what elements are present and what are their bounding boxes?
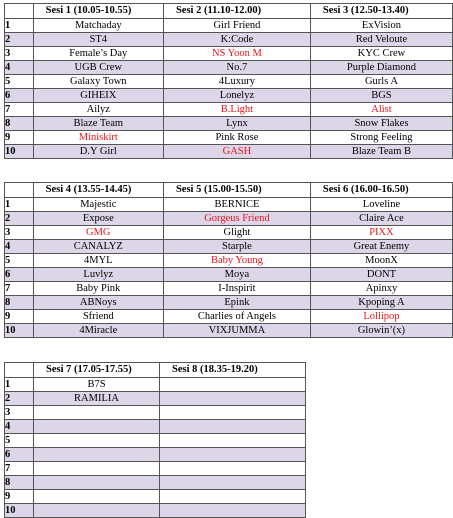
row-number: 8 [5, 476, 34, 490]
row-number: 2 [5, 33, 34, 47]
table-row [5, 434, 306, 448]
row-number: 3 [5, 406, 34, 420]
schedule-table-3 [4, 362, 306, 518]
row-number: 4 [5, 61, 34, 75]
table-row [5, 406, 306, 420]
row-number: 9 [5, 310, 34, 324]
group-name-cell: Alist [310, 103, 452, 117]
group-name-cell: Blaze Team B [310, 145, 452, 159]
row-number: 2 [5, 212, 34, 226]
table-row [5, 226, 453, 240]
group-name-cell: VIXJUMMA [163, 324, 310, 338]
group-name-cell: Great Enemy [310, 240, 452, 254]
table-row [5, 89, 453, 103]
group-name-cell: Claire Ace [310, 212, 452, 226]
group-name-cell: D.Y Girl [33, 145, 163, 159]
table-row [5, 448, 306, 462]
row-number: 1 [5, 198, 34, 212]
group-name-cell: Galaxy Town [33, 75, 163, 89]
row-number: 6 [5, 448, 34, 462]
session-header [34, 363, 160, 378]
table-row [5, 75, 453, 89]
row-number: 6 [5, 89, 34, 103]
group-name-cell: Strong Feeling [310, 131, 452, 145]
table-row [5, 490, 306, 504]
group-name-cell: ST4 [33, 33, 163, 47]
group-name-cell: Baby Young [163, 254, 310, 268]
session-header [163, 183, 310, 198]
group-name-cell: Epink [163, 296, 310, 310]
row-number: 3 [5, 47, 34, 61]
row-number: 7 [5, 282, 34, 296]
session-header-label: Sesi 2 (11.10-12.00) [175, 5, 262, 16]
group-name-cell: BERNICE [163, 198, 310, 212]
session-header-label: Sesi 1 (10.05-10.55) [45, 5, 132, 16]
group-name-cell: PIXX [310, 226, 452, 240]
group-name-cell: Purple Diamond [310, 61, 452, 75]
group-name-cell: Snow Flakes [310, 117, 452, 131]
group-name-cell: No.7 [163, 61, 310, 75]
row-number: 5 [5, 434, 34, 448]
table-row [5, 378, 306, 392]
group-name-cell: Majestic [33, 198, 163, 212]
table-row [5, 131, 453, 145]
table-row [5, 310, 453, 324]
table-row [5, 392, 306, 406]
schedule-table-1 [4, 3, 453, 159]
table-row [5, 47, 453, 61]
group-name-cell: Luvlyz [33, 268, 163, 282]
session-header [310, 4, 452, 19]
group-name-cell: Female’s Day [33, 47, 163, 61]
group-name-cell [34, 504, 160, 518]
corner-cell [5, 183, 34, 198]
session-header-label: Sesi 5 (15.00-15.50) [175, 184, 262, 195]
table-row [5, 268, 453, 282]
group-name-cell: B7S [34, 378, 160, 392]
group-name-cell: Gurls A [310, 75, 452, 89]
group-name-cell: Miniskirt [33, 131, 163, 145]
corner-cell [5, 363, 34, 378]
session-header [33, 4, 163, 19]
group-name-cell: Glowin’(x) [310, 324, 452, 338]
group-name-cell: Pink Rose [163, 131, 310, 145]
table-row [5, 198, 453, 212]
table-row [5, 145, 453, 159]
session-header-label: Sesi 3 (12.50-13.40) [322, 5, 409, 16]
table-row [5, 476, 306, 490]
table-row [5, 33, 453, 47]
group-name-cell: BGS [310, 89, 452, 103]
group-name-cell: Kpoping A [310, 296, 452, 310]
group-name-cell: 4Luxury [163, 75, 310, 89]
group-name-cell [34, 448, 160, 462]
group-name-cell: DONT [310, 268, 452, 282]
group-name-cell: Gorgeus Friend [163, 212, 310, 226]
table-row [5, 19, 453, 33]
row-number: 9 [5, 131, 34, 145]
group-name-cell: KYC Crew [310, 47, 452, 61]
group-name-cell [34, 434, 160, 448]
group-name-cell: GMG [33, 226, 163, 240]
session-header-label: Sesi 4 (13.55-14.45) [45, 184, 132, 195]
group-name-cell [160, 490, 306, 504]
group-name-cell: Charlies of Angels [163, 310, 310, 324]
row-number: 10 [5, 324, 34, 338]
group-name-cell: Moya [163, 268, 310, 282]
row-number: 1 [5, 19, 34, 33]
group-name-cell [160, 378, 306, 392]
row-number: 4 [5, 240, 34, 254]
table-row [5, 420, 306, 434]
group-name-cell: RAMILIA [34, 392, 160, 406]
row-number: 7 [5, 462, 34, 476]
group-name-cell: Lollipop [310, 310, 452, 324]
group-name-cell [34, 476, 160, 490]
group-name-cell [160, 392, 306, 406]
group-name-cell: GIHEIX [33, 89, 163, 103]
row-number: 6 [5, 268, 34, 282]
group-name-cell: CANALYZ [33, 240, 163, 254]
header-row [5, 183, 453, 198]
group-name-cell [34, 406, 160, 420]
row-number: 7 [5, 103, 34, 117]
table-row [5, 240, 453, 254]
table-row [5, 212, 453, 226]
group-name-cell [160, 476, 306, 490]
group-name-cell: Matchaday [33, 19, 163, 33]
header-row [5, 4, 453, 19]
group-name-cell: ExVision [310, 19, 452, 33]
group-name-cell: Red Veloute [310, 33, 452, 47]
row-number: 10 [5, 504, 34, 518]
group-name-cell [34, 462, 160, 476]
group-name-cell: 4MYL [33, 254, 163, 268]
group-name-cell: Sfriend [33, 310, 163, 324]
group-name-cell [160, 448, 306, 462]
session-header [163, 4, 310, 19]
session-header-label: Sesi 7 (17.05-17.55) [46, 364, 132, 375]
table-row [5, 504, 306, 518]
table-row [5, 296, 453, 310]
group-name-cell: Blaze Team [33, 117, 163, 131]
table-row [5, 462, 306, 476]
corner-cell [5, 4, 34, 19]
group-name-cell [160, 434, 306, 448]
group-name-cell [160, 406, 306, 420]
group-name-cell: UGB Crew [33, 61, 163, 75]
session-header [33, 183, 163, 198]
group-name-cell: Glight [163, 226, 310, 240]
table-row [5, 61, 453, 75]
group-name-cell [34, 490, 160, 504]
header-row [5, 363, 306, 378]
group-name-cell: Starple [163, 240, 310, 254]
row-number: 10 [5, 145, 34, 159]
row-number: 3 [5, 226, 34, 240]
group-name-cell [160, 462, 306, 476]
group-name-cell: Apinxy [310, 282, 452, 296]
row-number: 8 [5, 296, 34, 310]
row-number: 4 [5, 420, 34, 434]
group-name-cell: NS Yoon M [163, 47, 310, 61]
group-name-cell: MoonX [310, 254, 452, 268]
group-name-cell: I-Inspirit [163, 282, 310, 296]
group-name-cell: GASH [163, 145, 310, 159]
session-header-label: Sesi 6 (16.00-16.50) [322, 184, 409, 195]
table-row [5, 324, 453, 338]
row-number: 5 [5, 75, 34, 89]
group-name-cell: Baby Pink [33, 282, 163, 296]
group-name-cell [160, 504, 306, 518]
group-name-cell: Loveline [310, 198, 452, 212]
row-number: 9 [5, 490, 34, 504]
group-name-cell: B.Light [163, 103, 310, 117]
table-row [5, 282, 453, 296]
row-number: 2 [5, 392, 34, 406]
group-name-cell: Ailyz [33, 103, 163, 117]
group-name-cell: 4Miracle [33, 324, 163, 338]
group-name-cell: Lynx [163, 117, 310, 131]
session-header-label: Sesi 8 (18.35-19.20) [172, 364, 258, 375]
session-header [310, 183, 452, 198]
group-name-cell: Girl Friend [163, 19, 310, 33]
group-name-cell [34, 420, 160, 434]
table-row [5, 117, 453, 131]
group-name-cell: ABNoys [33, 296, 163, 310]
table-row [5, 254, 453, 268]
session-header [160, 363, 306, 378]
schedule-table-2 [4, 182, 453, 338]
group-name-cell [160, 420, 306, 434]
table-row [5, 103, 453, 117]
group-name-cell: Expose [33, 212, 163, 226]
group-name-cell: K:Code [163, 33, 310, 47]
group-name-cell: Lonelyz [163, 89, 310, 103]
row-number: 1 [5, 378, 34, 392]
row-number: 5 [5, 254, 34, 268]
row-number: 8 [5, 117, 34, 131]
